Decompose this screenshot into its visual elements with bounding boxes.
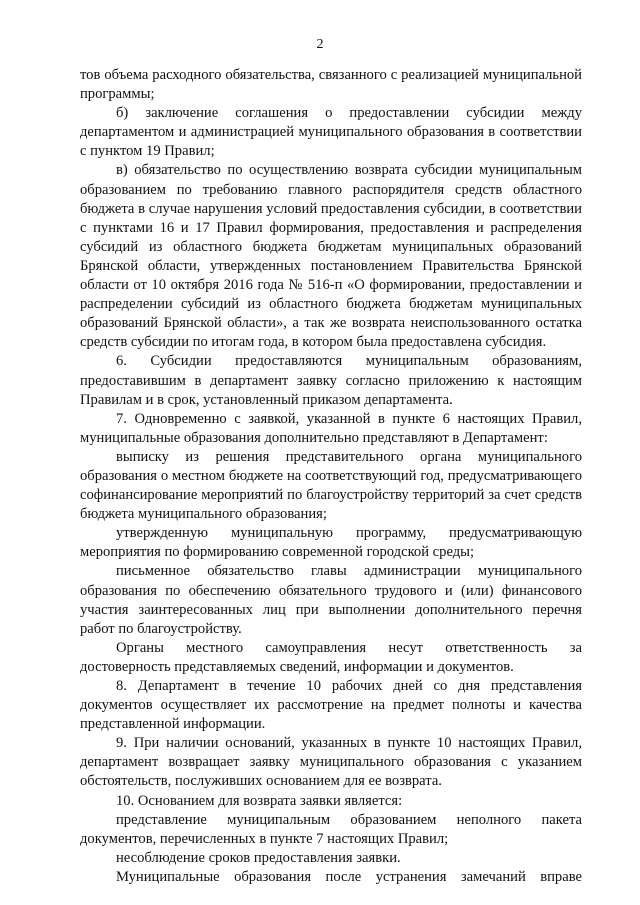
- paragraph-responsibility: Органы местного самоуправления несут ответственность за достоверность представляемых сведений, информации и документов.: [80, 639, 582, 675]
- paragraph-continuation: тов объема расходного обязательства, связанного с реализацией муниципальной программы;: [80, 67, 582, 103]
- paragraph-deadline-violation: несоблюдение сроков предоставления заявки.: [116, 849, 401, 866]
- paragraph-item-b: б) заключение соглашения о предоставлении субсидии между департаментом и администрацией муниципального образования в соответствии с пунктом 19 Правил;: [80, 105, 582, 160]
- paragraph-written-obligation: письменное обязательство главы администрации муниципального образования по обеспечению обязательного трудового и (или) финансового участия заинтересованных лиц при выполнении дополнительного перечня работ по благоустройству.: [80, 563, 582, 637]
- paragraph-clause-6: 6. Субсидии предоставляются муниципальным образованиям, предоставившим в департамент заявку согласно приложению к настоящим Правилам и в срок, установленный приказом департамента.: [80, 353, 582, 408]
- paragraph-clause-10: 10. Основанием для возврата заявки является:: [116, 792, 403, 809]
- paragraph-after-correction: Муниципальные образования после устранения замечаний вправе: [116, 868, 582, 885]
- document-body: [80, 66, 582, 887]
- paragraph-municipal-program: утвержденную муниципальную программу, предусматривающую мероприятия по формированию современной городской среды;: [80, 525, 582, 561]
- paragraph-clause-9: 9. При наличии оснований, указанных в пункте 10 настоящих Правил, департамент возвращает заявку муниципального образования с указанием обстоятельств, послуживших основанием для ее возврата.: [80, 735, 582, 790]
- paragraph-item-v: в) обязательство по осуществлению возврата субсидии муниципальным образованием по требованию главного распорядителя средств областного бюджета в случае нарушения условий предоставления субсидии, в соответствии с пунктами 16 и 17 Правил формирования, предоставления и распределения субсидий из областного бюджета бюджетам муниципальных образований Брянской области, утвержденных постановлением Правительства Брянской области от 10 октября 2016 года № 516-п «О формировании, предоставлении и распределении субсидий из областного бюджета бюджетам муниципальных образований Брянской области», а так же возврата неиспользованного остатка средств субсидии по итогам года, в котором была предоставлена субсидия.: [80, 162, 582, 351]
- page-number: 2: [316, 37, 324, 52]
- paragraph-clause-7: 7. Одновременно с заявкой, указанной в пункте 6 настоящих Правил, муниципальные образования дополнительно представляют в Департамент:: [80, 410, 582, 446]
- paragraph-incomplete-package: представление муниципальным образованием неполного пакета документов, перечисленных в пункте 7 настоящих Правил;: [80, 811, 582, 847]
- paragraph-clause-8: 8. Департамент в течение 10 рабочих дней со дня представления документов осуществляет их рассмотрение на предмет полноты и качества представленной информации.: [80, 678, 582, 733]
- paragraph-budget-extract: выписку из решения представительного органа муниципального образования о местном бюджете на соответствующий год, предусматривающего софинансирование мероприятий по благоустройству территорий за счет средств бюджета муниципального образования;: [80, 448, 582, 523]
